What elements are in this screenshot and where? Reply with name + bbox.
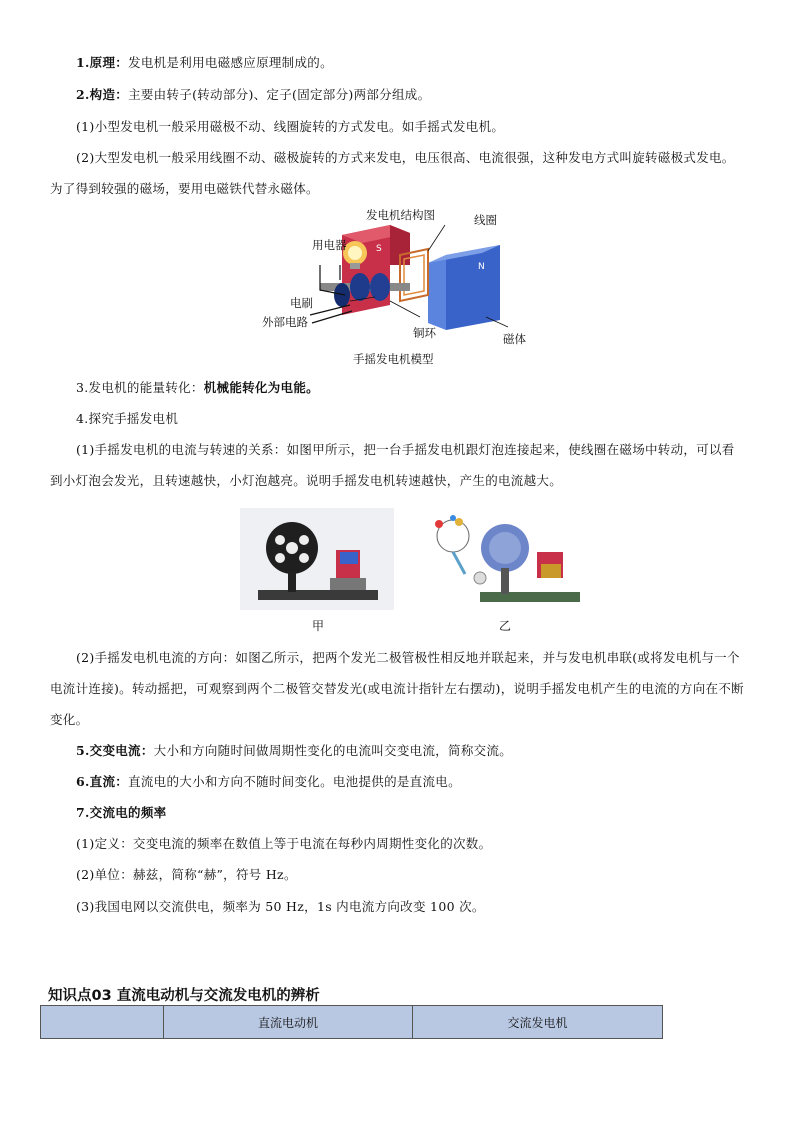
structure-text: 主要由转子(转动部分)、定子(固定部分)两部分组成。: [128, 87, 431, 102]
frequency-heading: 7.交流电的频率: [76, 805, 167, 820]
energy-label: 3.发电机的能量转化：: [76, 380, 204, 395]
label-appliance: 用电器: [312, 238, 347, 252]
figure-title: 发电机结构图: [366, 208, 435, 222]
dc-label: 6.直流：: [76, 774, 129, 789]
photo-b-label: 乙: [499, 619, 512, 633]
small-generator-paragraph: (1)小型发电机一般采用磁极不动、线圈旋转的方式发电。如手摇式发电机。: [76, 119, 505, 134]
structure-label: 2.构造：: [76, 87, 129, 102]
explore-heading: 4.探究手摇发电机: [76, 411, 179, 426]
figure-caption: 手摇发电机模型: [353, 352, 434, 366]
photo-a: [240, 508, 394, 610]
structure-paragraph: [76, 79, 746, 110]
generator-diagram: [250, 205, 550, 375]
generator-structure-figure: [250, 205, 550, 375]
energy-paragraph: [76, 372, 746, 403]
label-coil: 线圈: [474, 213, 497, 227]
current-direction-paragraph: (2)手摇发电机电流的方向：如图乙所示，把两个发光二极管极性相反地并联起来，并与发电机串联(或将发电机与一个电流计连接)。转动摇把，可观察到两个二极管交替发光(或电流计指针左右摆动)，说明手摇发电机产生的电流的方向在不断变化。: [50, 650, 744, 727]
principle-text: 发电机是利用电磁感应原理制成的。: [128, 55, 333, 70]
large-generator-paragraph: (2)大型发电机一般采用线圈不动、磁极旋转的方式来发电，电压很高、电流很强，这种发电方式叫旋转磁极式发电。为了得到较强的磁场，要用电磁铁代替永磁体。: [50, 150, 735, 196]
speed-current-paragraph: (1)手摇发电机的电流与转速的关系：如图甲所示，把一台手摇发电机跟灯泡连接起来，使线圈在磁场中转动，可以看到小灯泡会发光，且转速越快，小灯泡越亮。说明手摇发电机转速越快，产生的电流越大。: [50, 442, 735, 488]
pole-s-label: S: [376, 244, 382, 254]
pole-n-label: N: [478, 262, 485, 272]
label-brush: 电刷: [290, 296, 313, 310]
ac-label: 5.交变电流：: [76, 743, 154, 758]
label-magnet: 磁体: [503, 332, 526, 346]
label-external-circuit: 外部电路: [262, 315, 308, 329]
principle-label: 1.原理：: [76, 55, 129, 70]
photo-a-label: 甲: [312, 619, 325, 633]
energy-text: 机械能转化为电能。: [203, 380, 319, 395]
alternating-current-paragraph: [76, 735, 746, 766]
principle-paragraph: [76, 47, 746, 78]
frequency-definition: (1)定义：交变电流的频率在数值上等于电流在每秒内周期性变化的次数。: [76, 836, 492, 851]
table-header-row: [41, 1006, 663, 1039]
photo-a-drawing: [240, 508, 394, 610]
grid-frequency: (3)我国电网以交流供电，频率为 50 Hz，1s 内电流方向改变 100 次。: [76, 899, 485, 914]
photo-b-drawing: [425, 508, 585, 610]
section-title: 知识点03 直流电动机与交流发电机的辨析: [48, 988, 320, 1004]
comparison-table: [40, 1005, 663, 1039]
label-copper-ring: 铜环: [413, 326, 436, 340]
ac-text: 大小和方向随时间做周期性变化的电流叫交变电流，简称交流。: [153, 743, 513, 758]
frequency-unit: (2)单位：赫兹，简称“赫”，符号 Hz。: [76, 867, 297, 882]
direct-current-paragraph: [76, 766, 746, 797]
table-header-cell-empty: [41, 1006, 164, 1039]
table-header-ac-generator: 交流发电机: [413, 1006, 663, 1039]
dc-text: 直流电的大小和方向不随时间变化。电池提供的是直流电。: [128, 774, 461, 789]
photo-b: [425, 508, 585, 610]
table-header-dc-motor: 直流电动机: [164, 1006, 413, 1039]
